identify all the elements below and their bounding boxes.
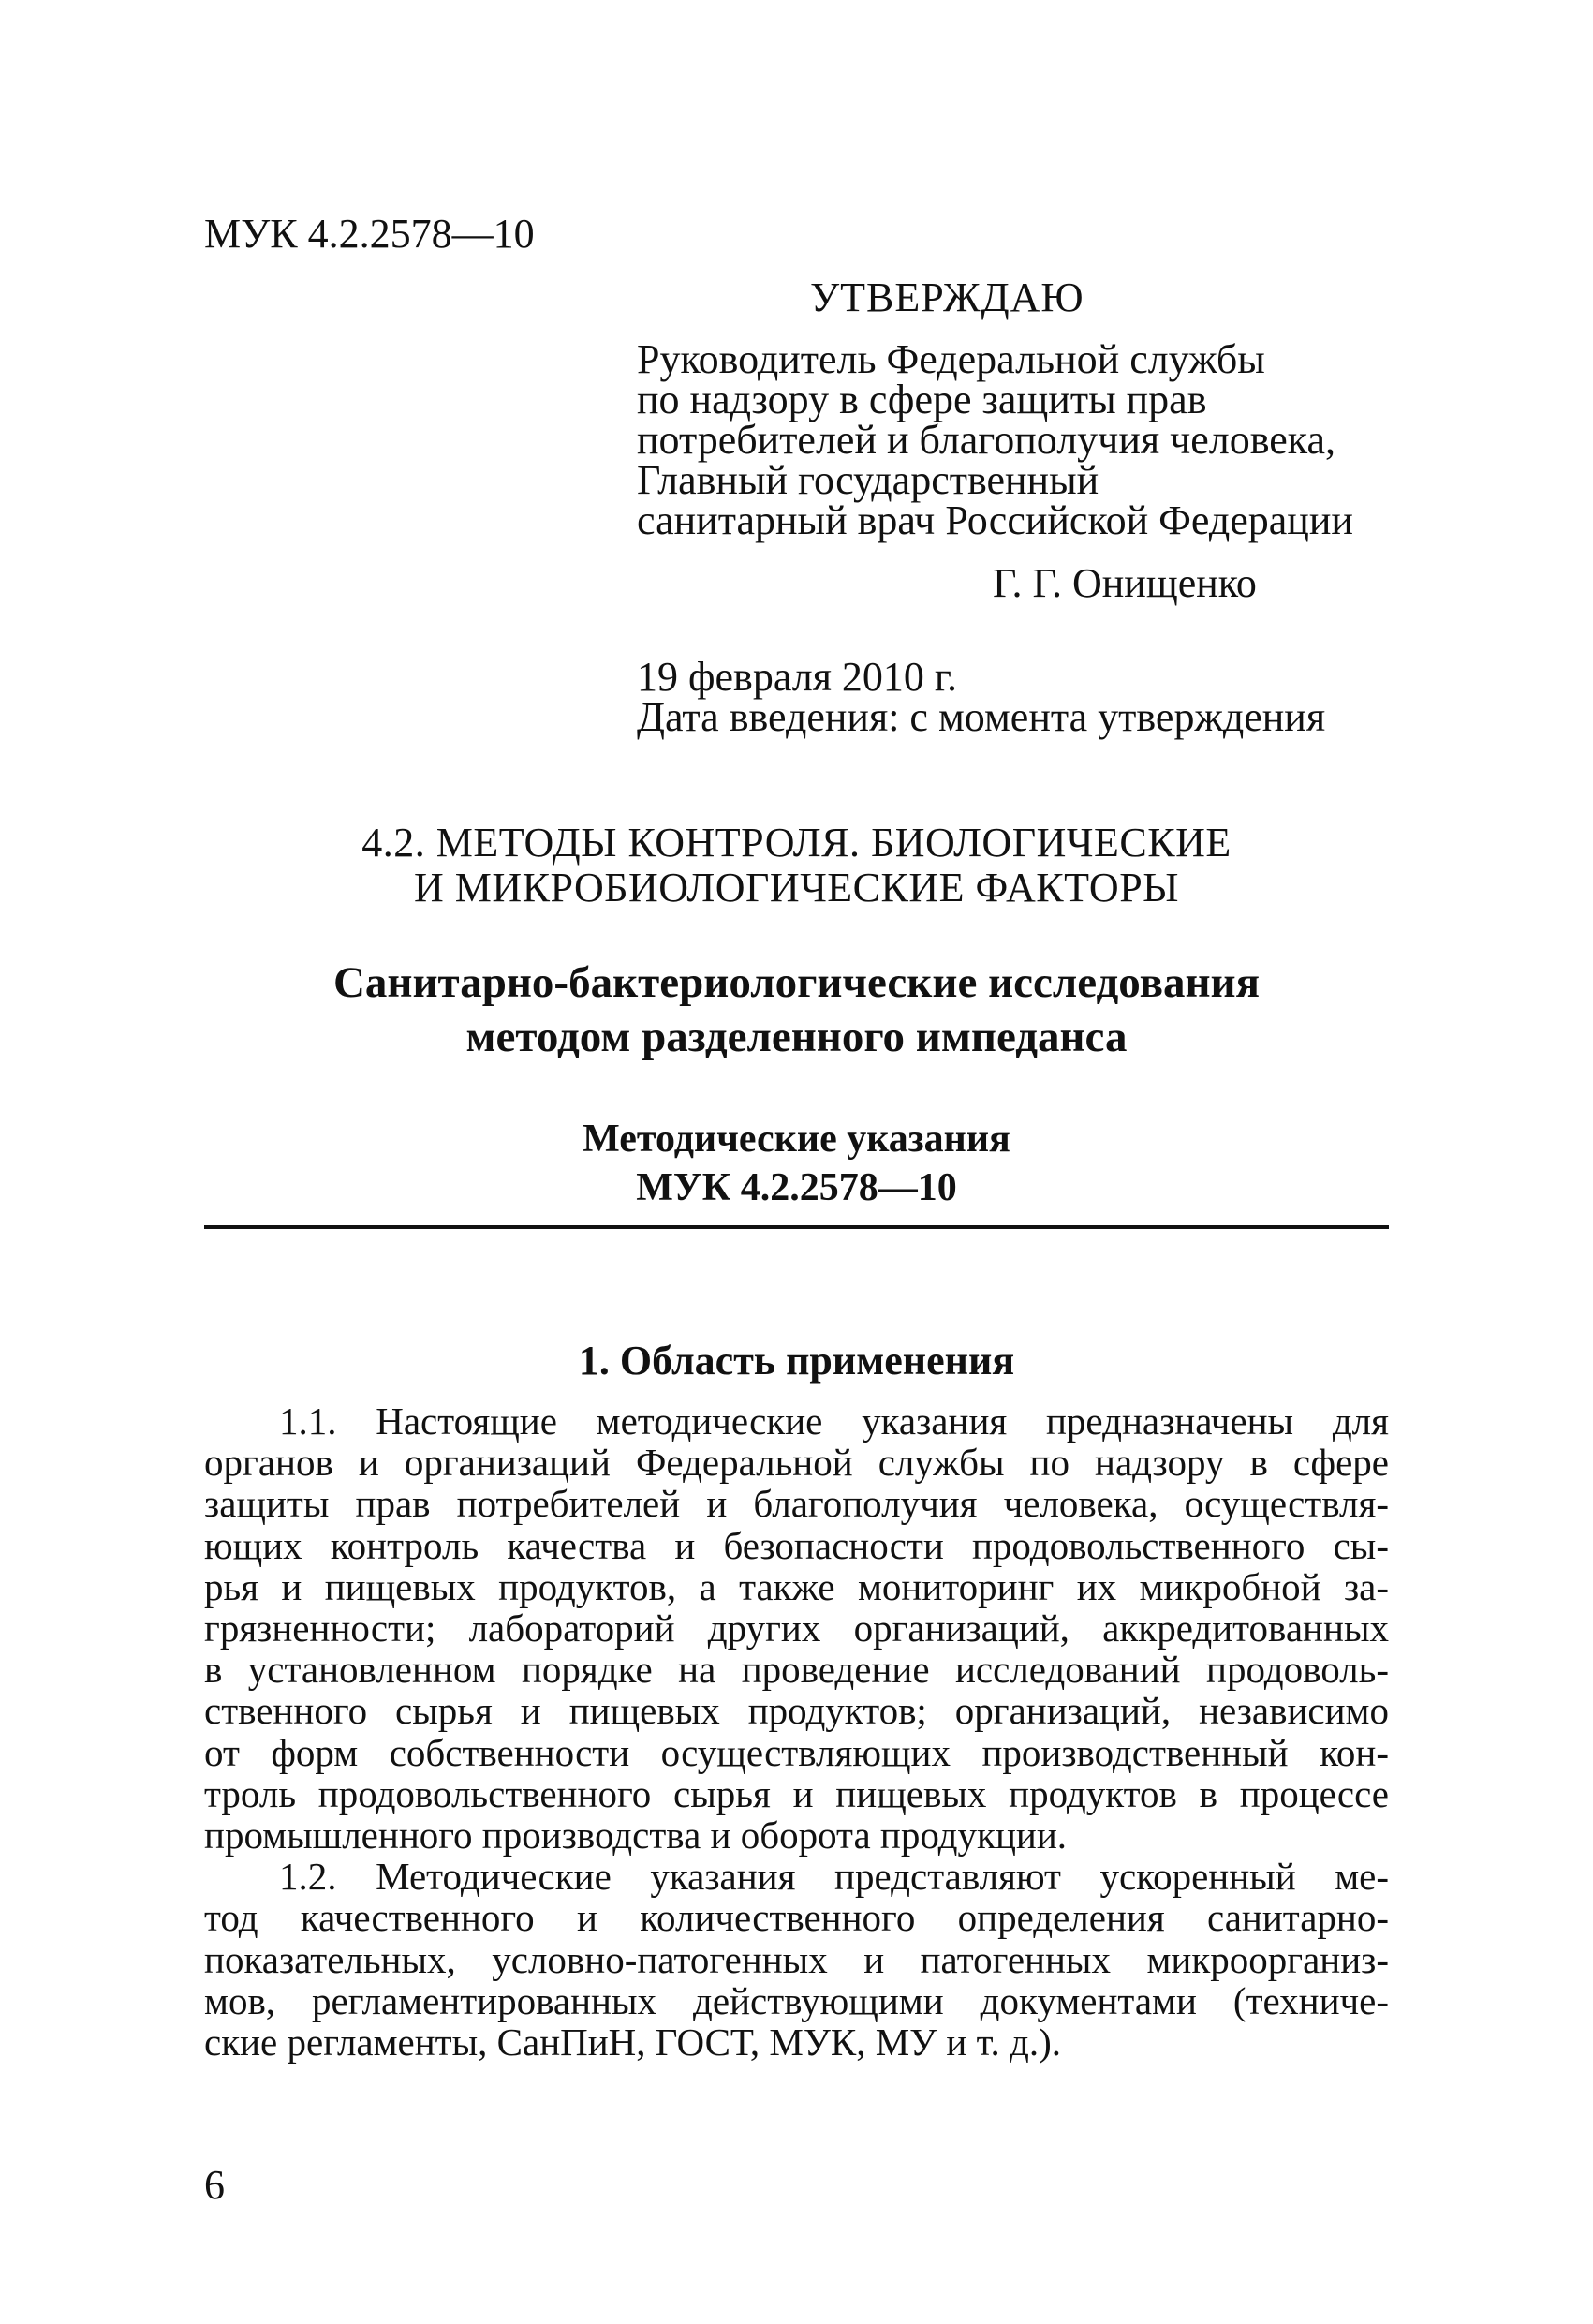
approval-signer: Г. Г. Онищенко bbox=[993, 560, 1257, 606]
document-type-code: МУК 4.2.2578—10 bbox=[636, 1166, 957, 1209]
approval-title: УТВЕРЖДАЮ bbox=[810, 274, 1084, 320]
approval-position-line: санитарный врач Российской Федерации bbox=[637, 497, 1353, 543]
paragraph-1-1 bbox=[204, 1400, 1389, 1856]
text-line: от форм собственности осуществляющих производственный кон- bbox=[204, 1730, 1389, 1774]
text-line: троль продовольственного сырья и пищевых продуктов в процессе bbox=[204, 1771, 1389, 1815]
approval-block bbox=[637, 272, 1386, 740]
document-title bbox=[204, 955, 1389, 1064]
approval-position-line: потребителей и благополучия человека, bbox=[637, 417, 1336, 463]
text-line: ские регламенты, СанПиН, ГОСТ, МУК, МУ и т. д.). bbox=[204, 2021, 1061, 2065]
document-title-line: методом разделенного импеданса bbox=[465, 1013, 1128, 1061]
approval-date: 19 февраля 2010 г. bbox=[637, 654, 958, 700]
text-line: рья и пищевых продуктов, а также мониторинг их микробной за- bbox=[204, 1564, 1389, 1608]
text-line: 1.2. Методические указания представляют ускоренный ме- bbox=[279, 1855, 1389, 1899]
section-heading: 1. Область применения bbox=[578, 1338, 1015, 1384]
text-line: защиты прав потребителей и благополучия человека, осуществля- bbox=[204, 1482, 1389, 1526]
paragraph-1-2 bbox=[204, 1856, 1389, 2063]
text-line: промышленного производства и оборота продукции. bbox=[204, 1813, 1068, 1858]
category-heading bbox=[204, 821, 1389, 910]
approval-position-line: по надзору в сфере защиты прав bbox=[637, 377, 1207, 422]
category-line: И МИКРОБИОЛОГИЧЕСКИЕ ФАКТОРЫ bbox=[413, 865, 1180, 910]
document-type bbox=[204, 1115, 1389, 1212]
approval-position-line: Главный государственный bbox=[637, 457, 1099, 503]
horizontal-rule bbox=[204, 1225, 1389, 1229]
category-line: 4.2. МЕТОДЫ КОНТРОЛЯ. БИОЛОГИЧЕСКИЕ bbox=[361, 820, 1232, 866]
effective-date: Дата введения: с момента утверждения bbox=[637, 694, 1326, 740]
text-line: в установленном порядке на проведение исследований продоволь- bbox=[204, 1648, 1389, 1692]
text-line: ственного сырья и пищевых продуктов; организаций, независимо bbox=[204, 1689, 1389, 1733]
document-title-line: Санитарно-бактериологические исследования bbox=[332, 958, 1261, 1007]
text-line: мов, регламентированных действующими документами (техниче- bbox=[204, 1978, 1389, 2022]
text-line: органов и организаций Федеральной службы по надзору в сфере bbox=[204, 1441, 1389, 1485]
text-line: 1.1. Настоящие методические указания предназначены для bbox=[279, 1399, 1389, 1443]
text-line: грязненности; лабораторий других организаций, аккредитованных bbox=[204, 1606, 1389, 1650]
page-number: 6 bbox=[204, 2162, 225, 2208]
text-line: показательных, условно-патогенных и патогенных микроорганиз- bbox=[204, 1937, 1389, 1981]
document-type-line: Методические указания bbox=[583, 1118, 1010, 1161]
approval-dates bbox=[637, 654, 1386, 740]
document-code-header: МУК 4.2.2578—10 bbox=[204, 211, 535, 257]
section-body bbox=[204, 1400, 1389, 2063]
approval-position-line: Руководитель Федеральной службы bbox=[637, 336, 1265, 382]
text-line: ющих контроль качества и безопасности продовольственного сы- bbox=[204, 1523, 1389, 1567]
approval-position bbox=[637, 336, 1386, 543]
text-line: тод качественного и количественного определения санитарно- bbox=[204, 1896, 1389, 1940]
